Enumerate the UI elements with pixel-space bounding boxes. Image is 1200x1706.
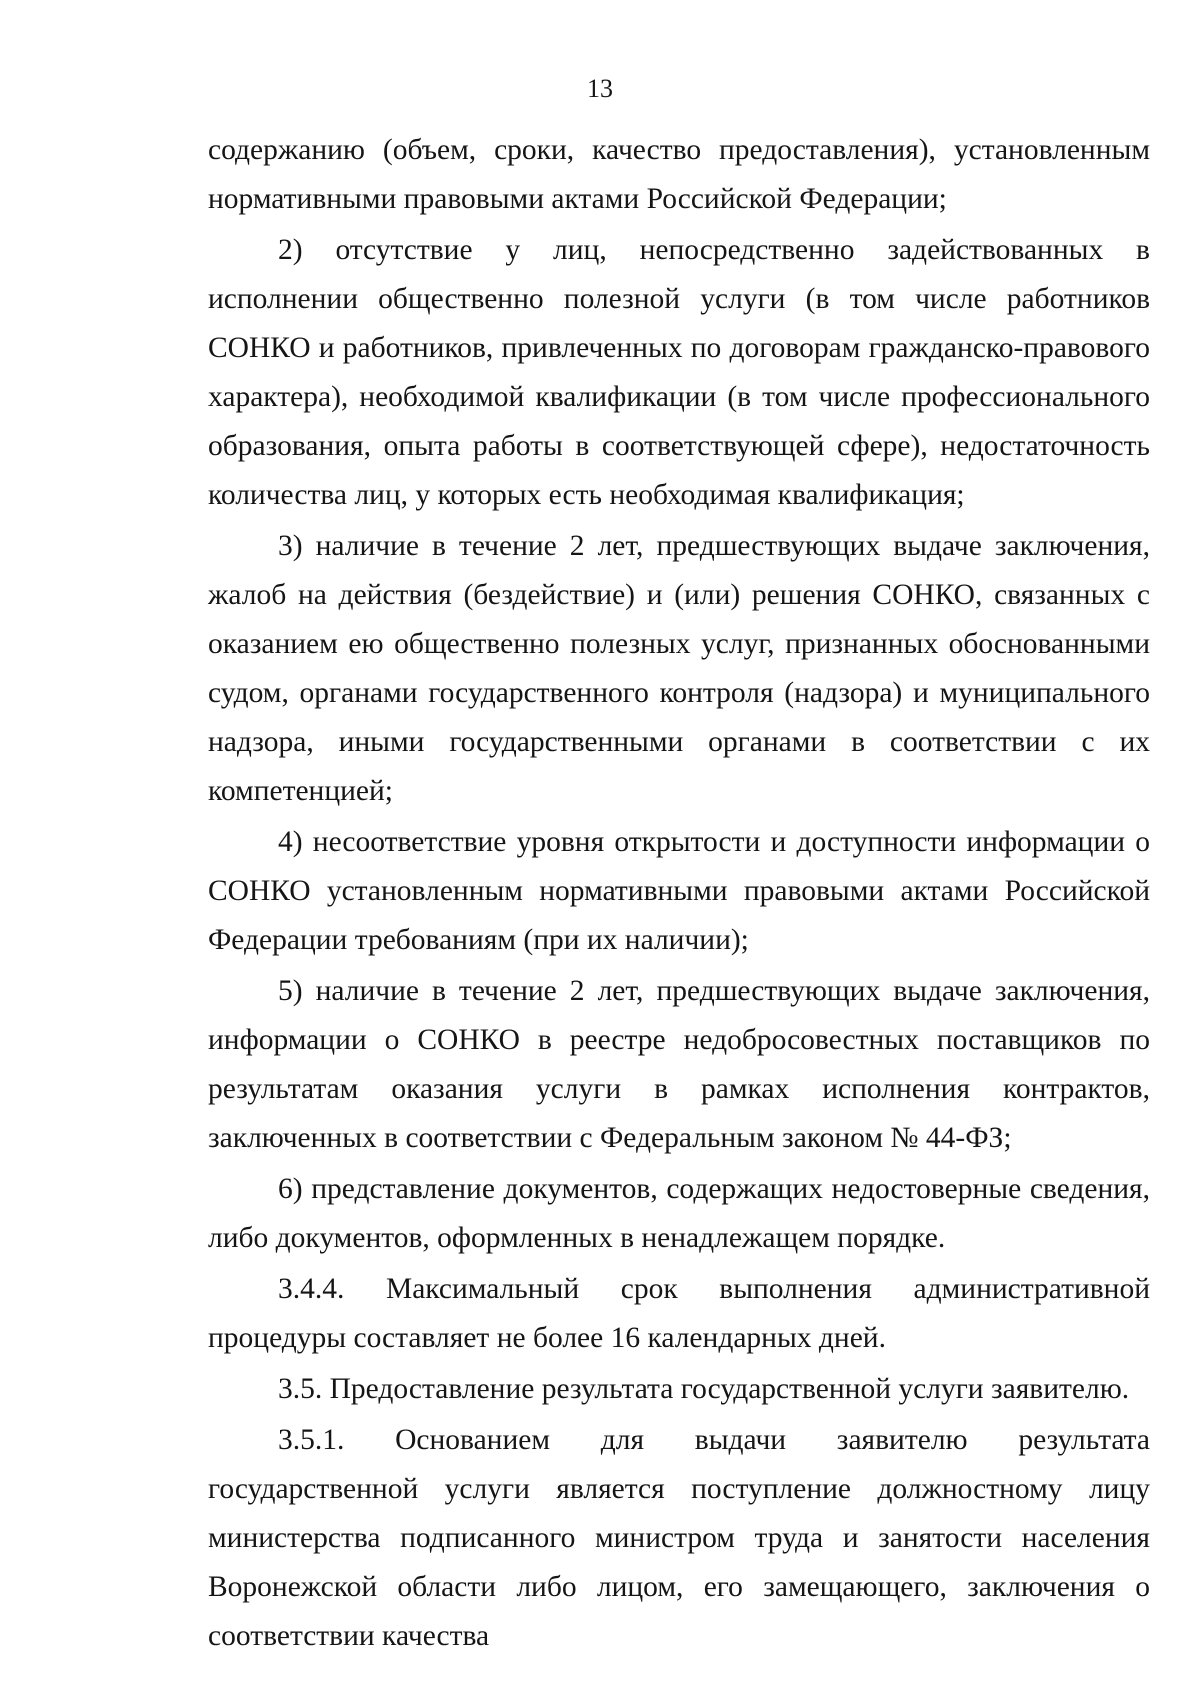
paragraph-continuation: содержанию (объем, сроки, качество предоставления), установленным нормативными правовыми актами Российской Федерации; <box>208 134 1150 215</box>
paragraph-item-6: 6) представление документов, содержащих недостоверные сведения, либо документов, оформленных в ненадлежащем порядке. <box>208 1173 1150 1254</box>
paragraph-3-4-4: 3.4.4. Максимальный срок выполнения административной процедуры составляет не более 16 календарных дней. <box>208 1273 1150 1354</box>
document-body <box>208 126 1150 1661</box>
paragraph-3-5: 3.5. Предоставление результата государственной услуги заявителю. <box>278 1373 1130 1405</box>
page-number: 13 <box>587 74 613 103</box>
paragraph-item-5: 5) наличие в течение 2 лет, предшествующих выдаче заключения, информации о СОНКО в реестре недобросовестных поставщиков по результатам оказания услуги в рамках исполнения контрактов, заключенных в соответствии с Федеральным законом № 44-ФЗ; <box>208 975 1150 1154</box>
paragraph-3-5-1: 3.5.1. Основанием для выдачи заявителю результата государственной услуги является поступление должностному лицу министерства подписанного министром труда и занятости населения Воронежской области либо лицом, его замещающего, заключения о соответствии качества <box>208 1424 1150 1652</box>
paragraph-item-3: 3) наличие в течение 2 лет, предшествующих выдаче заключения, жалоб на действия (бездействие) и (или) решения СОНКО, связанных с оказанием ею общественно полезных услуг, признанных обоснованными судом, органами государственного контроля (надзора) и муниципального надзора, иными государственными органами в соответствии с их компетенцией; <box>208 530 1150 807</box>
paragraph-item-4: 4) несоответствие уровня открытости и доступности информации о СОНКО установленным нормативными правовыми актами Российской Федерации требованиям (при их наличии); <box>208 826 1150 956</box>
paragraph-item-2: 2) отсутствие у лиц, непосредственно задействованных в исполнении общественно полезной услуги (в том числе работников СОНКО и работников, привлеченных по договорам гражданско-правового характера), необходимой квалификации (в том числе профессионального образования, опыта работы в соответствующей сфере), недостаточность количества лиц, у которых есть необходимая квалификация; <box>208 234 1150 511</box>
